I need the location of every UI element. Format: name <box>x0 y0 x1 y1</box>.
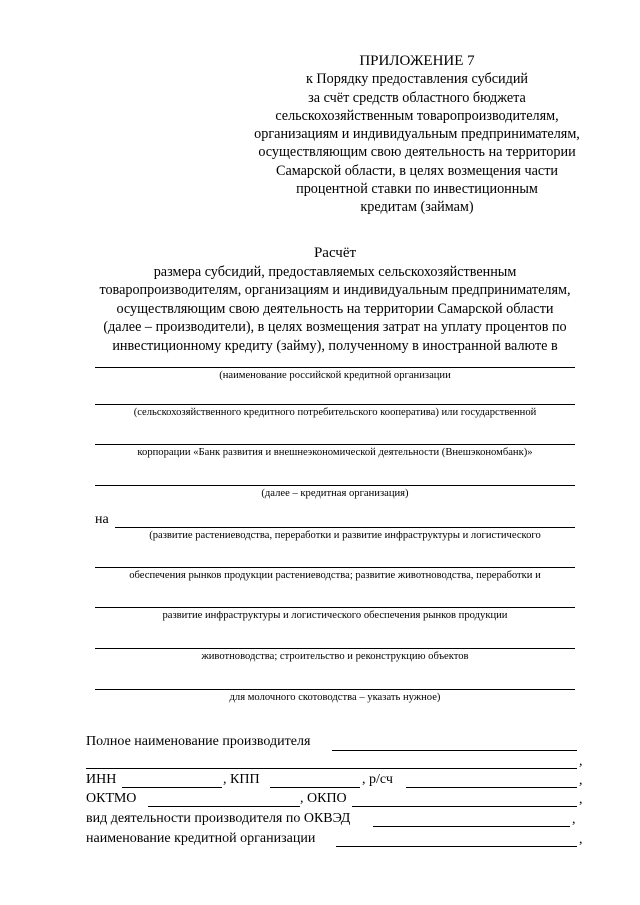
bank-fill-line[interactable] <box>95 404 575 405</box>
appendix-line: к Порядку предоставления субсидий <box>305 71 529 88</box>
full-name-field[interactable] <box>332 750 577 751</box>
bank-caption: (сельскохозяйственного кредитного потребительского кооператива) или государственной <box>133 407 537 418</box>
appendix-line: кредитам (займам) <box>360 199 474 216</box>
okpo-label: , ОКПО <box>300 791 347 806</box>
bank-fill-line[interactable] <box>95 444 575 445</box>
comma: , <box>579 773 583 788</box>
bank-caption: (далее – кредитная организация) <box>261 488 409 499</box>
full-name-field-continued[interactable] <box>86 768 577 769</box>
appendix-header <box>222 52 612 217</box>
appendix-line: процентной ставки по инвестиционным <box>296 181 538 198</box>
purpose-fill-line[interactable] <box>115 527 575 528</box>
comma: , <box>572 812 576 827</box>
appendix-line: организациям и индивидуальным предпринимателям, <box>254 126 580 143</box>
purpose-caption: обеспечения рынков продукции растениеводства; развитие животноводства, переработки и <box>129 570 541 581</box>
okved-label: вид деятельности производителя по ОКВЭД <box>86 811 351 826</box>
bank-caption: (наименование российской кредитной организации <box>219 370 451 381</box>
purpose-fill-line[interactable] <box>95 567 575 568</box>
calculation-header <box>70 244 600 356</box>
comma: , <box>579 792 583 807</box>
purpose-fill-line[interactable] <box>95 648 575 649</box>
comma: , <box>579 754 583 769</box>
oktmo-field[interactable] <box>148 806 300 807</box>
okved-field[interactable] <box>373 826 570 827</box>
calculation-title: Расчёт <box>313 245 357 261</box>
kpp-field[interactable] <box>270 787 360 788</box>
purpose-prefix: на <box>95 512 109 527</box>
appendix-line: сельскохозяйственным товаропроизводителям, <box>275 107 559 124</box>
bank-name-label: наименование кредитной организации <box>86 831 316 846</box>
calculation-line: товаропроизводителям, организациям и индивидуальным предпринимателям, <box>99 282 571 299</box>
purpose-fill-line[interactable] <box>95 689 575 690</box>
calculation-line: осуществляющим свою деятельность на территории Самарской области <box>116 300 554 317</box>
full-name-label: Полное наименование производителя <box>86 734 311 749</box>
bank-fill-line[interactable] <box>95 367 575 368</box>
oktmo-label: ОКТМО <box>86 791 137 806</box>
purpose-caption: развитие инфраструктуры и логистического обеспечения рынков продукции <box>162 610 508 621</box>
kpp-label: , КПП <box>223 772 260 787</box>
appendix-line: осуществляющим свою деятельность на территории <box>258 144 576 161</box>
comma: , <box>579 832 583 847</box>
account-label: , р/сч <box>362 772 393 787</box>
purpose-caption: животноводства; строительство и реконструкцию объектов <box>201 651 469 662</box>
bank-caption: корпорации «Банк развития и внешнеэкономической деятельности (Внешэкономбанк)» <box>137 447 533 458</box>
calculation-line: инвестиционному кредиту (займу), полученному в иностранной валюте в <box>112 337 558 354</box>
calculation-line: (далее – производители), в целях возмещения затрат на уплату процентов по <box>103 319 567 336</box>
appendix-line: за счёт средств областного бюджета <box>308 89 526 106</box>
calculation-line: размера субсидий, предоставляемых сельскохозяйственным <box>153 263 517 280</box>
account-field[interactable] <box>406 787 577 788</box>
purpose-caption: для молочного скотоводства – указать нужное) <box>229 692 441 703</box>
inn-field[interactable] <box>122 787 222 788</box>
appendix-title: ПРИЛОЖЕНИЕ 7 <box>359 53 475 69</box>
bank-fill-line[interactable] <box>95 485 575 486</box>
appendix-line: Самарской области, в целях возмещения части <box>275 162 558 179</box>
okpo-field[interactable] <box>352 806 577 807</box>
purpose-fill-line[interactable] <box>95 607 575 608</box>
bank-name-field[interactable] <box>336 846 577 847</box>
inn-label: ИНН <box>86 772 117 787</box>
purpose-caption: (развитие растениеводства, переработки и развитие инфраструктуры и логистического <box>149 530 541 541</box>
